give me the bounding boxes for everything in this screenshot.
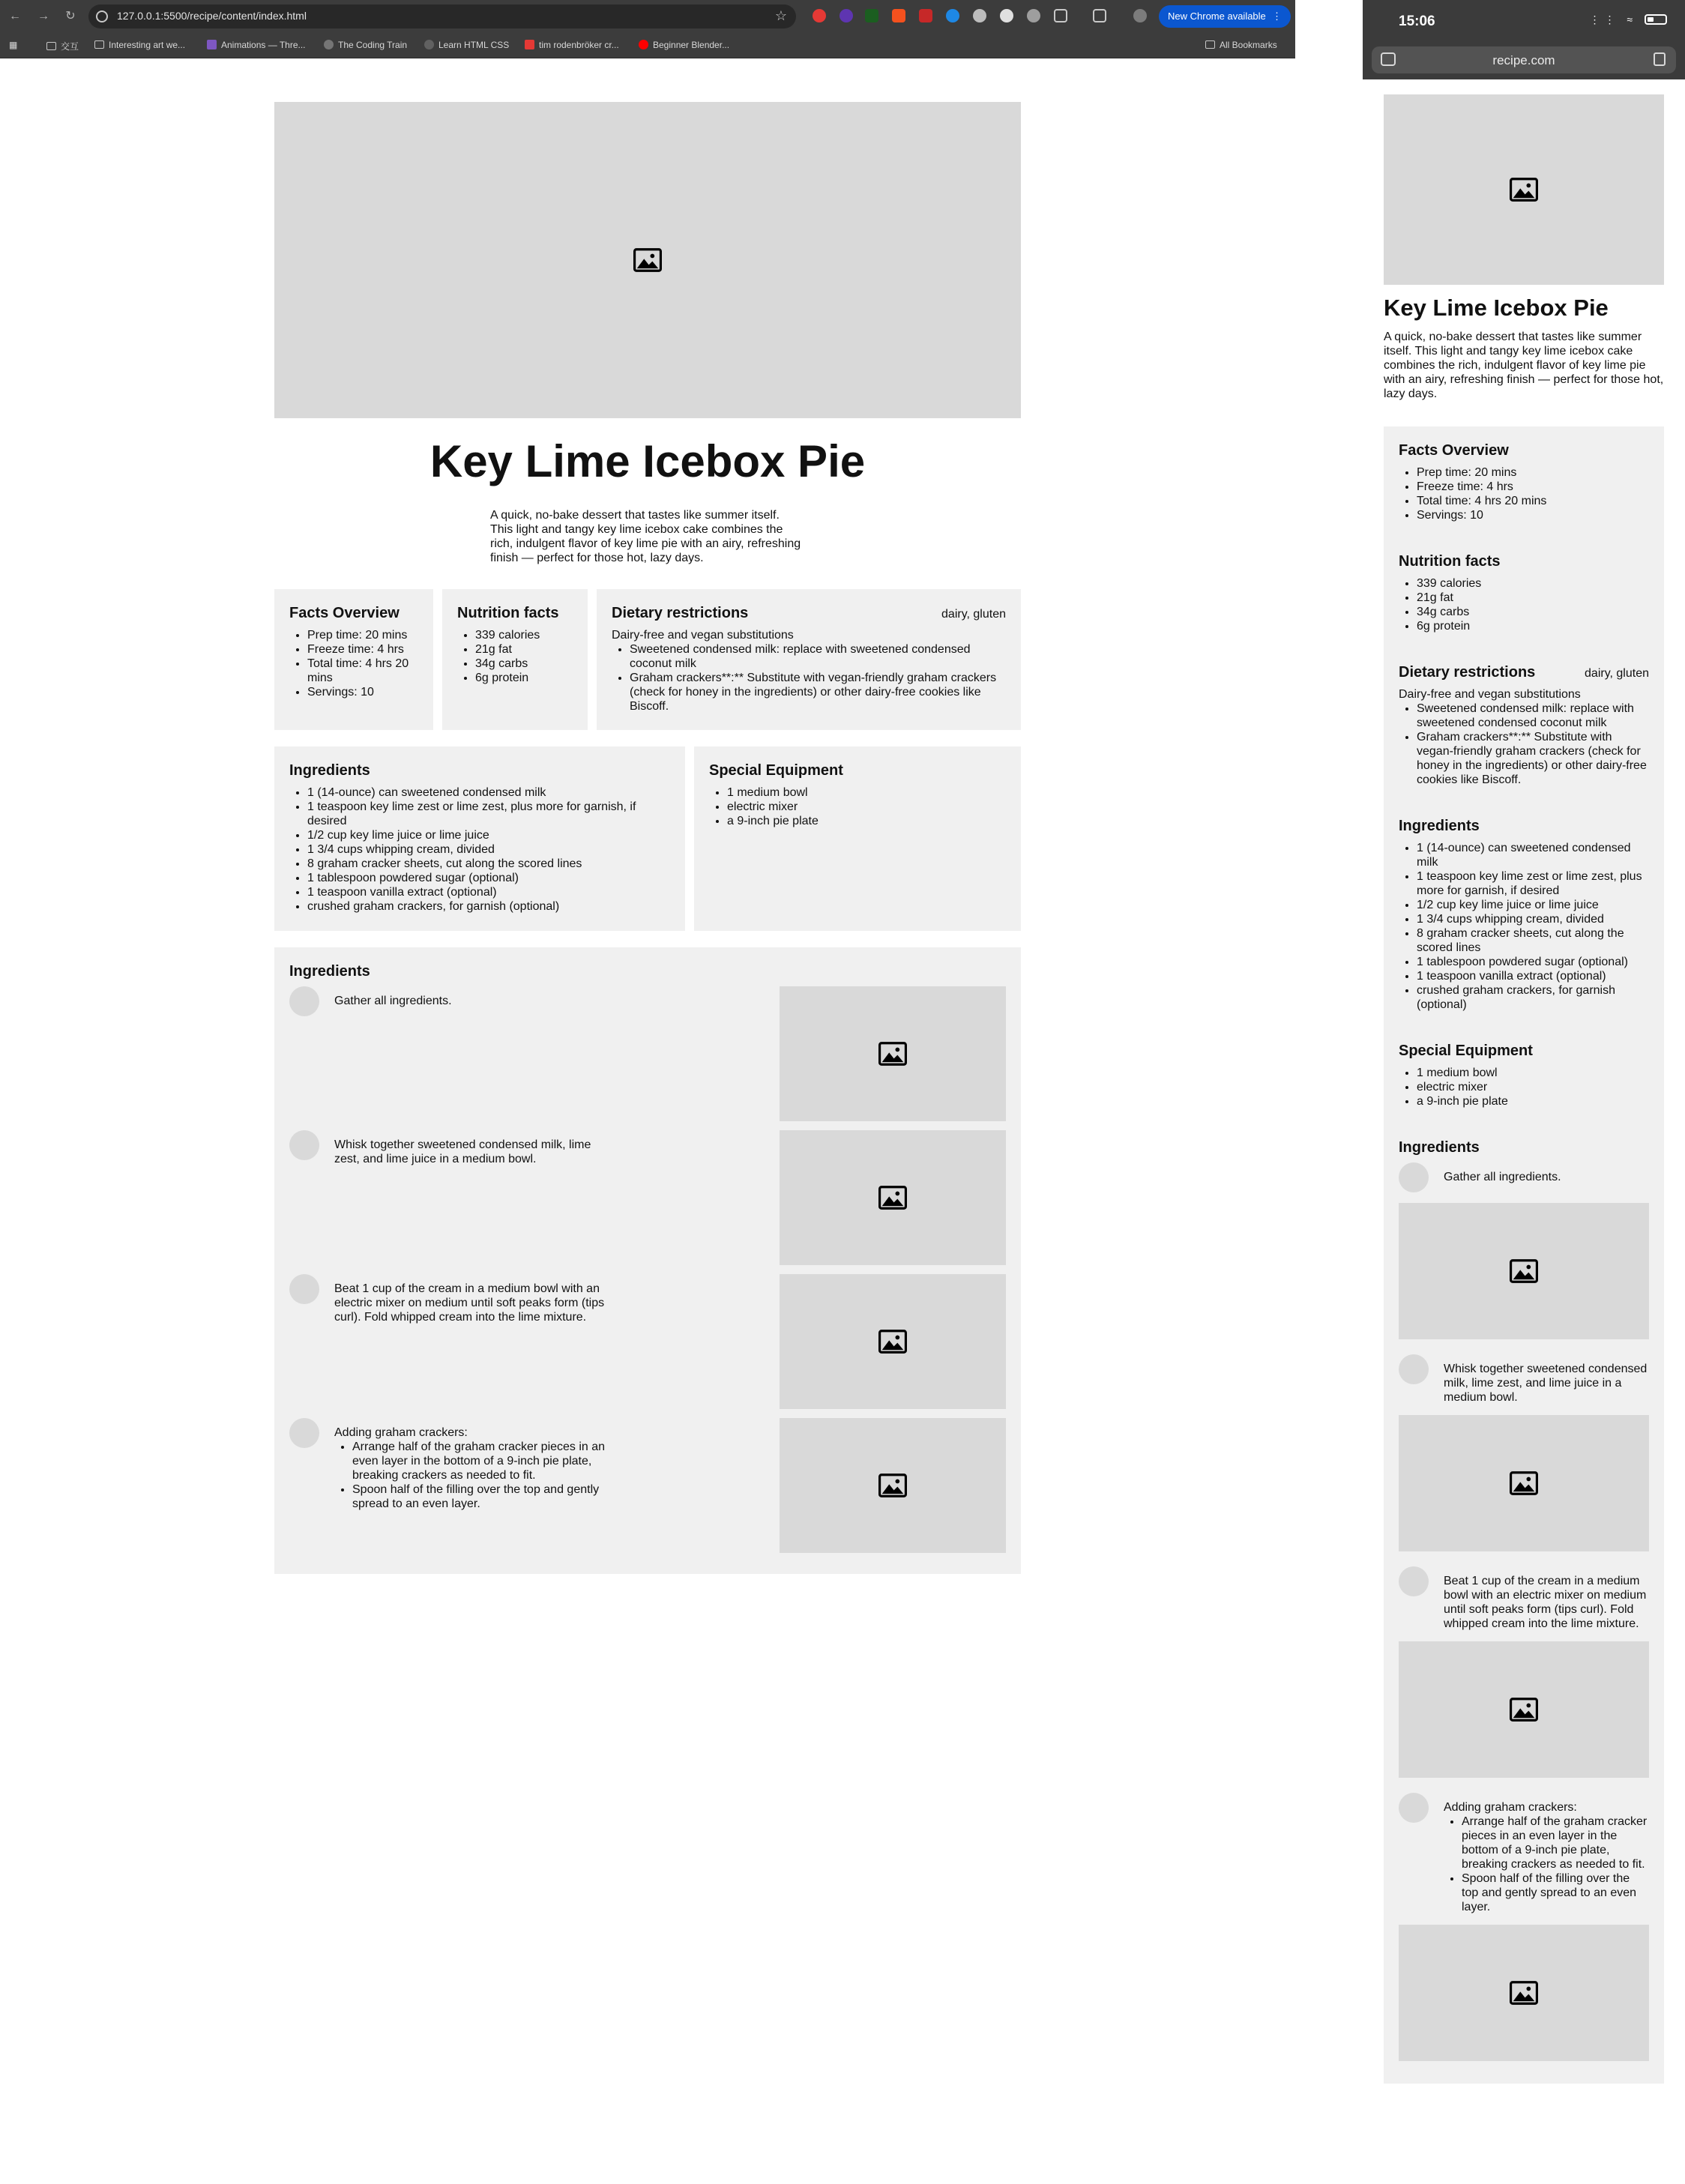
facts-overview-card xyxy=(1384,426,1664,537)
step-text xyxy=(334,1418,619,1553)
mobile-preview xyxy=(1363,0,1685,2184)
step-item xyxy=(289,986,1006,1121)
status-icons xyxy=(1590,13,1667,26)
step-image xyxy=(780,1274,1006,1409)
extension-icon[interactable] xyxy=(946,9,959,22)
nutrition-item: • 6g protein xyxy=(475,671,573,685)
ingredient-item: • 1 tablespoon powdered sugar (optional) xyxy=(307,871,670,885)
step-intro: Adding graham crackers: xyxy=(1444,1801,1577,1814)
equipment-item: • a 9-inch pie plate xyxy=(1417,1094,1649,1108)
step-item xyxy=(289,1274,1006,1409)
image-placeholder-icon xyxy=(1510,1471,1538,1495)
dietary-item: • Sweetened condensed milk: replace with sweetened condensed coconut milk xyxy=(630,642,1006,671)
equipment-item: • 1 medium bowl xyxy=(1417,1066,1649,1080)
bookmark-label: The Coding Train xyxy=(338,40,408,50)
step-subitem: • Arrange half of the graham cracker pieces in an even layer in the bottom of a 9-inch pie plate, breaking crackers as needed to fit. xyxy=(352,1440,619,1482)
bookmark-item[interactable] xyxy=(207,40,306,50)
equipment-item: • a 9-inch pie plate xyxy=(727,814,1006,828)
hero-image xyxy=(274,102,1021,418)
mobile-address-bar[interactable] xyxy=(1372,46,1676,73)
nutrition-heading: Nutrition facts xyxy=(1399,553,1501,570)
bookmark-item[interactable] xyxy=(525,40,619,50)
bookmark-item[interactable] xyxy=(639,40,729,50)
image-placeholder-icon xyxy=(633,248,662,272)
bookmark-folder[interactable] xyxy=(94,40,185,50)
ingredients-heading: Ingredients xyxy=(289,762,370,779)
new-chrome-label: New Chrome available xyxy=(1168,10,1266,22)
extension-icon[interactable] xyxy=(1027,9,1040,22)
dietary-item: • Sweetened condensed milk: replace with sweetened condensed coconut milk xyxy=(1417,702,1649,730)
step-image xyxy=(780,1130,1006,1265)
ingredient-item: • 8 graham cracker sheets, cut along the scored lines xyxy=(1417,926,1649,955)
step-item xyxy=(1399,1162,1649,1339)
facts-item: • Servings: 10 xyxy=(1417,508,1649,522)
step-text: Whisk together sweetened condensed milk, lime zest, and lime juice in a medium bowl. xyxy=(334,1138,591,1165)
equipment-heading: Special Equipment xyxy=(1399,1043,1533,1059)
folder-icon xyxy=(1205,40,1215,49)
cast-icon[interactable] xyxy=(1093,9,1106,22)
image-placeholder-icon xyxy=(1510,1698,1538,1722)
step-subitem: • Arrange half of the graham cracker pieces in an even layer in the bottom of a 9-inch pie plate, breaking crackers as needed to fit. xyxy=(1462,1815,1649,1871)
step-image xyxy=(1399,1203,1649,1339)
nutrition-item: • 6g protein xyxy=(1417,619,1649,633)
step-number-circle xyxy=(289,1274,319,1304)
step-text: Whisk together sweetened condensed milk, lime zest, and lime juice in a medium bowl. xyxy=(1444,1363,1648,1404)
extension-icon[interactable] xyxy=(892,9,905,22)
image-placeholder-icon xyxy=(878,1330,907,1354)
dietary-item: • Graham crackers**:** Substitute with vegan-friendly graham crackers (check for honey in the ingredients) or other dairy-free cookies like Biscoff. xyxy=(630,671,1006,714)
recipe-title: Key Lime Icebox Pie xyxy=(429,436,866,486)
dietary-card xyxy=(597,589,1021,730)
step-subitem: • Spoon half of the filling over the top and gently spread to an even layer. xyxy=(352,1482,619,1511)
nutrition-item: • 21g fat xyxy=(475,642,573,657)
dietary-heading: Dietary restrictions xyxy=(1399,664,1536,681)
step-number-circle xyxy=(1399,1566,1429,1596)
step-item xyxy=(289,1418,1006,1553)
facts-row xyxy=(274,589,1021,730)
browser-toolbar xyxy=(0,0,1295,33)
step-number-circle xyxy=(289,1418,319,1448)
step-text xyxy=(1444,1793,1649,1914)
dietary-item: • Graham crackers**:** Substitute with vegan-friendly graham crackers (check for honey in the ingredients) or other dairy-free cookies like Biscoff. xyxy=(1417,730,1649,787)
bookmark-label: Learn HTML CSS xyxy=(438,40,510,50)
ingredients-card xyxy=(274,746,685,931)
ingredients-card xyxy=(1384,802,1664,1027)
step-number-circle xyxy=(289,986,319,1016)
steps-heading: Ingredients xyxy=(1399,1139,1480,1156)
bookmark-item[interactable] xyxy=(324,40,407,50)
steps-card xyxy=(274,947,1021,1574)
dietary-tags: dairy, gluten xyxy=(941,608,1006,621)
step-text: Gather all ingredients. xyxy=(1444,1171,1561,1183)
image-placeholder-icon xyxy=(878,1473,907,1497)
facts-heading: Facts Overview xyxy=(1399,442,1509,459)
step-image xyxy=(1399,1925,1649,2061)
bookmark-favicon xyxy=(207,40,217,49)
all-bookmarks-label: All Bookmarks xyxy=(1220,40,1277,50)
nutrition-item: • 34g carbs xyxy=(475,657,573,671)
step-number-circle xyxy=(1399,1162,1429,1192)
equipment-item: • electric mixer xyxy=(727,800,1006,814)
facts-item: • Total time: 4 hrs 20 mins xyxy=(307,657,418,685)
mobile-status-bar xyxy=(1363,0,1685,79)
extension-icon[interactable] xyxy=(919,9,932,22)
ingredient-item: • 1 3/4 cups whipping cream, divided xyxy=(1417,912,1649,926)
facts-item: • Prep time: 20 mins xyxy=(307,628,418,642)
recipe-intro: A quick, no-bake dessert that tastes like summer itself. This light and tangy key lime icebox cake combines the rich, indulgent flavor of key lime pie with an airy, refreshing finish — perfect for those hot, lazy days. xyxy=(1384,331,1664,400)
step-image xyxy=(780,1418,1006,1553)
facts-item: • Freeze time: 4 hrs xyxy=(307,642,418,657)
facts-overview-card xyxy=(274,589,433,730)
ingredient-item: • 1/2 cup key lime juice or lime juice xyxy=(307,828,670,842)
step-text: Gather all ingredients. xyxy=(334,995,452,1007)
ingredients-heading: Ingredients xyxy=(1399,818,1480,834)
step-item xyxy=(1399,1354,1649,1551)
ingredient-item: • 1/2 cup key lime juice or lime juice xyxy=(1417,898,1649,912)
extension-icon[interactable] xyxy=(865,9,878,22)
ingredient-item: • 1 (14-ounce) can sweetened condensed milk xyxy=(1417,841,1649,869)
image-placeholder-icon xyxy=(878,1042,907,1066)
step-number-circle xyxy=(1399,1793,1429,1823)
folder-icon xyxy=(46,42,56,50)
step-intro: Adding graham crackers: xyxy=(334,1426,468,1439)
mobile-recipe-page xyxy=(1384,94,1664,2084)
nutrition-card xyxy=(1384,537,1664,648)
nutrition-item: • 34g carbs xyxy=(1417,605,1649,619)
extension-icon[interactable] xyxy=(1000,9,1013,22)
folder-icon xyxy=(94,40,104,49)
equipment-heading: Special Equipment xyxy=(709,762,843,779)
bookmark-favicon xyxy=(424,40,434,49)
extension-icon[interactable] xyxy=(813,9,826,22)
extension-icon[interactable] xyxy=(840,9,853,22)
youtube-favicon xyxy=(639,40,648,49)
bookmark-item[interactable] xyxy=(424,40,509,50)
extension-icon[interactable] xyxy=(973,9,986,22)
bookmark-favicon xyxy=(525,40,534,49)
share-icon[interactable] xyxy=(1654,52,1666,66)
equipment-item: • electric mixer xyxy=(1417,1080,1649,1094)
nutrition-heading: Nutrition facts xyxy=(457,605,559,621)
bookmark-label: Animations — Thre... xyxy=(221,40,306,50)
step-image xyxy=(1399,1641,1649,1778)
nutrition-item: • 339 calories xyxy=(475,628,573,642)
apps-grid-icon[interactable]: ▦ xyxy=(9,40,18,50)
image-placeholder-icon xyxy=(878,1186,907,1210)
facts-item: • Freeze time: 4 hrs xyxy=(1417,480,1649,494)
hero-image xyxy=(1384,94,1664,285)
dietary-subheading: Dairy-free and vegan substitutions xyxy=(1399,688,1581,701)
bookmark-label: 交互 xyxy=(61,41,79,52)
ingredient-item: • 1 teaspoon vanilla extract (optional) xyxy=(1417,969,1649,983)
bookmark-label: tim rodenbröker cr... xyxy=(539,40,619,50)
dietary-card xyxy=(1384,648,1664,802)
ingredient-item: • crushed graham crackers, for garnish (optional) xyxy=(307,899,670,914)
all-bookmarks[interactable] xyxy=(1205,40,1277,50)
address-url[interactable]: 127.0.0.1:5500/recipe/content/index.html xyxy=(117,10,307,22)
status-time: 15:06 xyxy=(1399,13,1435,29)
step-number-circle xyxy=(1399,1354,1429,1384)
signal-icon: ⋮⋮ xyxy=(1589,13,1620,25)
recipe-page xyxy=(274,102,1021,1574)
reload-icon[interactable]: ↻ xyxy=(65,10,76,22)
facts-item: • Total time: 4 hrs 20 mins xyxy=(1417,494,1649,508)
facts-item: • Prep time: 20 mins xyxy=(1417,465,1649,480)
profile-avatar[interactable] xyxy=(1133,9,1147,22)
step-item xyxy=(1399,1566,1649,1778)
battery-icon xyxy=(1645,14,1667,25)
ingredient-item: • 1 (14-ounce) can sweetened condensed milk xyxy=(307,785,670,800)
step-subitem: • Spoon half of the filling over the top and gently spread to an even layer. xyxy=(1462,1871,1649,1914)
step-item xyxy=(1399,1793,1649,2061)
bookmark-folder[interactable] xyxy=(46,40,79,52)
bookmark-label: Beginner Blender... xyxy=(653,40,730,50)
step-image xyxy=(1399,1415,1649,1551)
step-image xyxy=(780,986,1006,1121)
image-placeholder-icon xyxy=(1510,178,1538,202)
ingredient-item: • 8 graham cracker sheets, cut along the scored lines xyxy=(307,857,670,871)
steps-card xyxy=(1384,1123,1664,2084)
ingredient-item: • crushed graham crackers, for garnish (optional) xyxy=(1417,983,1649,1012)
equipment-card xyxy=(1384,1027,1664,1123)
address-bar[interactable] xyxy=(88,4,796,28)
dietary-heading: Dietary restrictions xyxy=(612,605,749,621)
more-menu-icon[interactable]: ⋮ xyxy=(1272,10,1282,22)
ingredient-item: • 1 3/4 cups whipping cream, divided xyxy=(307,842,670,857)
dietary-tags: dairy, gluten xyxy=(1585,667,1649,680)
step-item xyxy=(289,1130,1006,1265)
dietary-subheading: Dairy-free and vegan substitutions xyxy=(612,629,794,642)
facts-heading: Facts Overview xyxy=(289,605,400,621)
recipe-title: Key Lime Icebox Pie xyxy=(1384,295,1609,321)
nutrition-item: • 339 calories xyxy=(1417,576,1649,591)
ingredients-row xyxy=(274,746,1021,931)
back-icon[interactable]: ← xyxy=(9,10,21,22)
nutrition-item: • 21g fat xyxy=(1417,591,1649,605)
site-info-icon[interactable] xyxy=(96,10,108,22)
ingredient-item: • 1 tablespoon powdered sugar (optional) xyxy=(1417,955,1649,969)
recipe-intro: A quick, no-bake dessert that tastes like summer itself. This light and tangy key lime icebox cake combines the rich, indulgent flavor of key lime pie with an airy, refreshing finish — perfect for those hot, lazy days. xyxy=(490,509,801,564)
image-placeholder-icon xyxy=(1510,1259,1538,1283)
mobile-url[interactable]: recipe.com xyxy=(1492,53,1555,67)
facts-item: • Servings: 10 xyxy=(307,685,418,699)
image-placeholder-icon xyxy=(1510,1981,1538,2005)
equipment-card xyxy=(694,746,1021,931)
step-text: Beat 1 cup of the cream in a medium bowl with an electric mixer on medium until soft peaks form (tips curl). Fold whipped cream into the lime mixture. xyxy=(1444,1575,1647,1630)
ingredient-item: • 1 teaspoon key lime zest or lime zest, plus more for garnish, if desired xyxy=(307,800,670,828)
wifi-icon: ≈ xyxy=(1627,13,1638,25)
bookmark-star-icon[interactable]: ☆ xyxy=(774,8,787,23)
steps-heading: Ingredients xyxy=(289,963,370,980)
forward-icon[interactable]: → xyxy=(37,10,49,22)
extensions-puzzle-icon[interactable] xyxy=(1054,9,1067,22)
bookmark-label: Interesting art we... xyxy=(109,40,186,50)
bookmark-favicon xyxy=(324,40,334,49)
step-text: Beat 1 cup of the cream in a medium bowl with an electric mixer on medium until soft peaks form (tips curl). Fold whipped cream into the lime mixture. xyxy=(334,1282,605,1324)
ingredient-item: • 1 teaspoon vanilla extract (optional) xyxy=(307,885,670,899)
ingredient-item: • 1 teaspoon key lime zest or lime zest, plus more for garnish, if desired xyxy=(1417,869,1649,898)
nutrition-card xyxy=(442,589,588,730)
bookmarks-bar xyxy=(0,33,1295,58)
step-number-circle xyxy=(289,1130,319,1160)
new-chrome-available-button[interactable] xyxy=(1159,5,1291,28)
equipment-item: • 1 medium bowl xyxy=(727,785,1006,800)
